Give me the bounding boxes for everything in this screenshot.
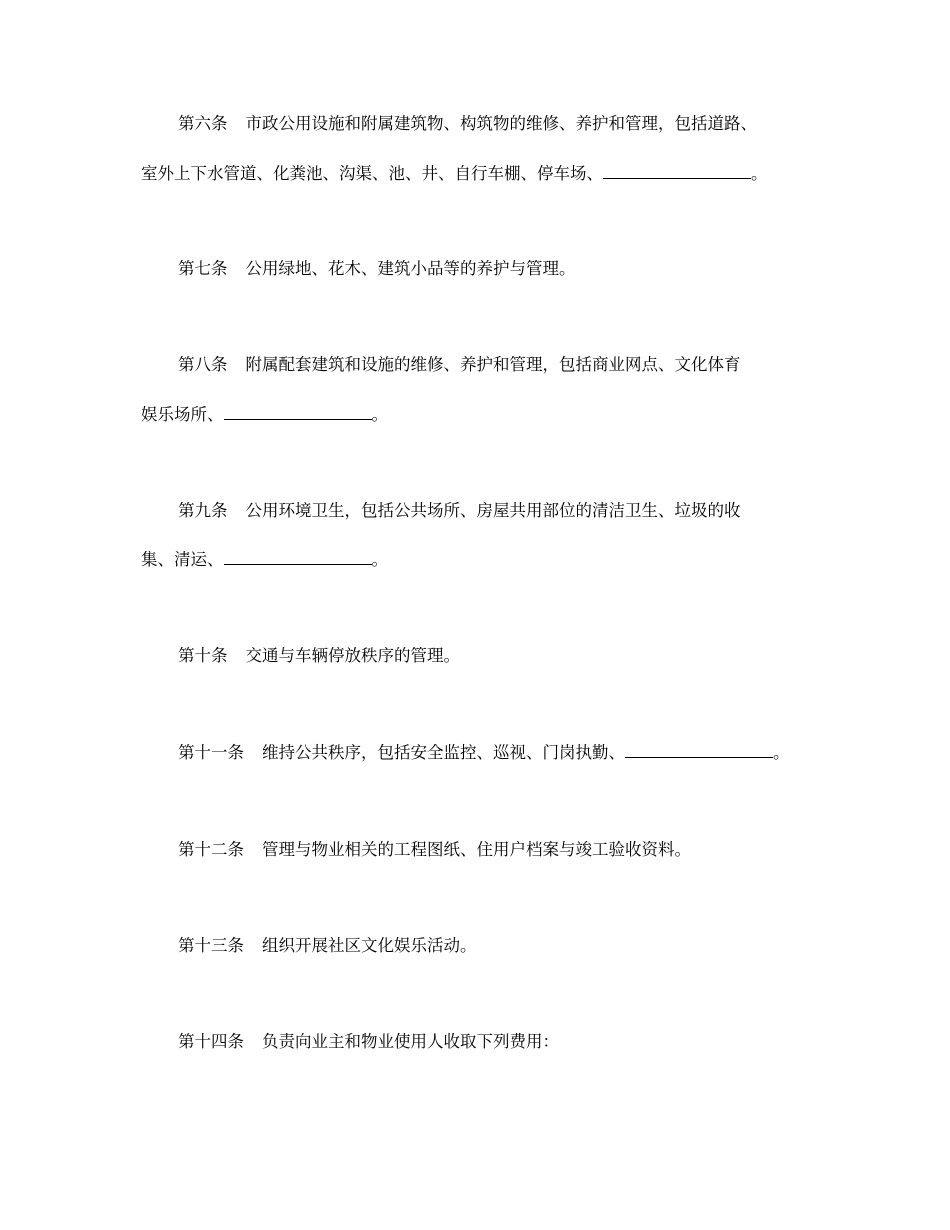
article-6-line-2 <box>141 162 821 186</box>
article-text: 交通与车辆停放秩序的管理。 <box>245 646 460 665</box>
fill-in-blank <box>603 164 751 179</box>
article-label: 第六条 <box>178 114 228 133</box>
article-10-line-1 <box>178 644 821 668</box>
article-text: 管理与物业相关的工程图纸、住用户档案与竣工验收资料。 <box>262 840 691 859</box>
article-label: 第七条 <box>178 259 228 278</box>
article-6-line-1 <box>178 112 821 136</box>
fill-in-blank <box>224 405 372 420</box>
article-end-punct: 。 <box>371 550 388 569</box>
article-text: 娱乐场所、 <box>141 405 224 424</box>
fill-in-blank <box>625 743 773 758</box>
article-label: 第十一条 <box>178 743 244 762</box>
article-text: 负责向业主和物业使用人收取下列费用： <box>262 1032 559 1051</box>
article-label: 第八条 <box>178 355 228 374</box>
article-end-punct: 。 <box>371 405 388 424</box>
article-12-line-1 <box>178 838 821 862</box>
article-label: 第十二条 <box>178 840 244 859</box>
article-11-line-1 <box>178 741 821 765</box>
article-end-punct: 。 <box>773 743 790 762</box>
fill-in-blank <box>224 550 372 565</box>
article-9-line-1 <box>178 499 821 523</box>
article-text: 维持公共秩序，包括安全监控、巡视、门岗执勤、 <box>262 743 625 762</box>
article-text: 公用绿地、花木、建筑小品等的养护与管理。 <box>245 259 576 278</box>
article-text: 室外上下水管道、化粪池、沟渠、池、井、自行车棚、停车场、 <box>141 164 603 183</box>
article-13-line-1 <box>178 934 821 958</box>
article-label: 第十条 <box>178 646 228 665</box>
article-end-punct: 。 <box>751 164 768 183</box>
article-8-line-1 <box>178 353 821 377</box>
article-text: 市政公用设施和附属建筑物、构筑物的维修、养护和管理，包括道路、 <box>245 114 757 133</box>
article-8-line-2 <box>141 403 821 427</box>
article-text: 组织开展社区文化娱乐活动。 <box>262 936 477 955</box>
article-7-line-1 <box>178 257 821 281</box>
article-label: 第十三条 <box>178 936 244 955</box>
article-label: 第九条 <box>178 501 228 520</box>
article-14-line-1 <box>178 1030 821 1054</box>
article-9-line-2 <box>141 548 821 572</box>
article-text: 公用环境卫生，包括公共场所、房屋共用部位的清洁卫生、垃圾的收 <box>245 501 741 520</box>
article-text: 集、清运、 <box>141 550 224 569</box>
article-label: 第十四条 <box>178 1032 244 1051</box>
article-text: 附属配套建筑和设施的维修、养护和管理，包括商业网点、文化体育 <box>245 355 741 374</box>
